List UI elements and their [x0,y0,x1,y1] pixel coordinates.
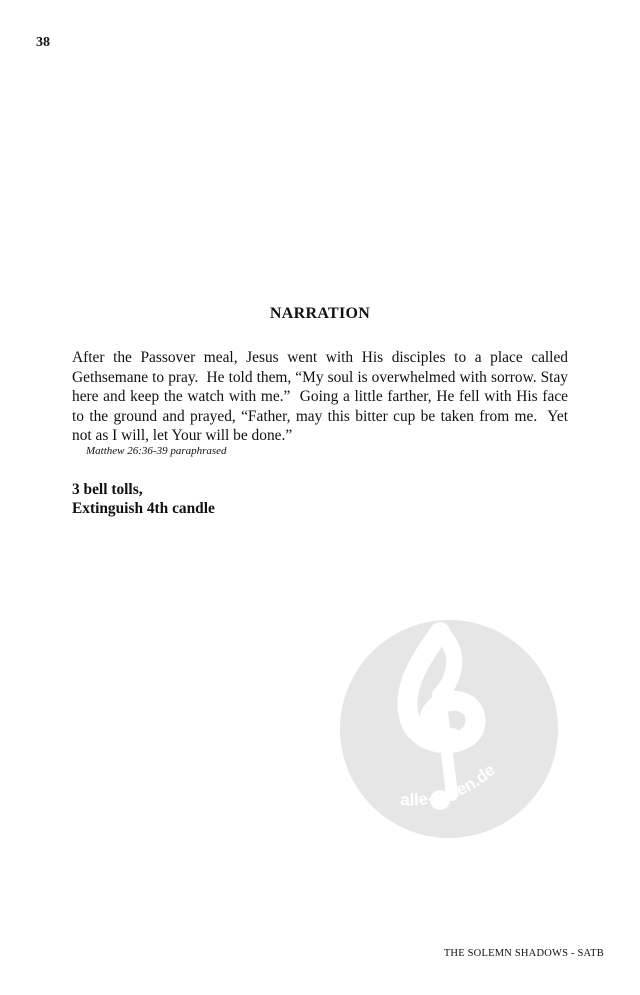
narration-paragraph: After the Passover meal, Jesus went with His disciples to a place called Gethsemane to pray. He told them, “My soul is overwhelmed with sorrow. Stay here and keep the watch with me.” Going a little farther, He fell with His face to the ground and prayed, “Father, may this bitter cup be taken from me. Yet not as I will, let Your will be done.” [72,349,572,444]
narration-text [72,348,572,446]
instruction-extinguish-candle: Extinguish 4th candle [72,500,215,517]
page-footer: THE SOLEMN SHADOWS - SATB [443,948,604,959]
page-number: 38 [36,35,50,50]
section-heading: NARRATION [269,305,371,322]
watermark-logo [340,620,558,838]
stage-instructions [72,480,215,518]
scripture-citation: Matthew 26:36-39 paraphrased [86,445,227,457]
instruction-bell-tolls: 3 bell tolls, [72,481,143,498]
watermark-text: alle-noten.de [399,760,499,810]
